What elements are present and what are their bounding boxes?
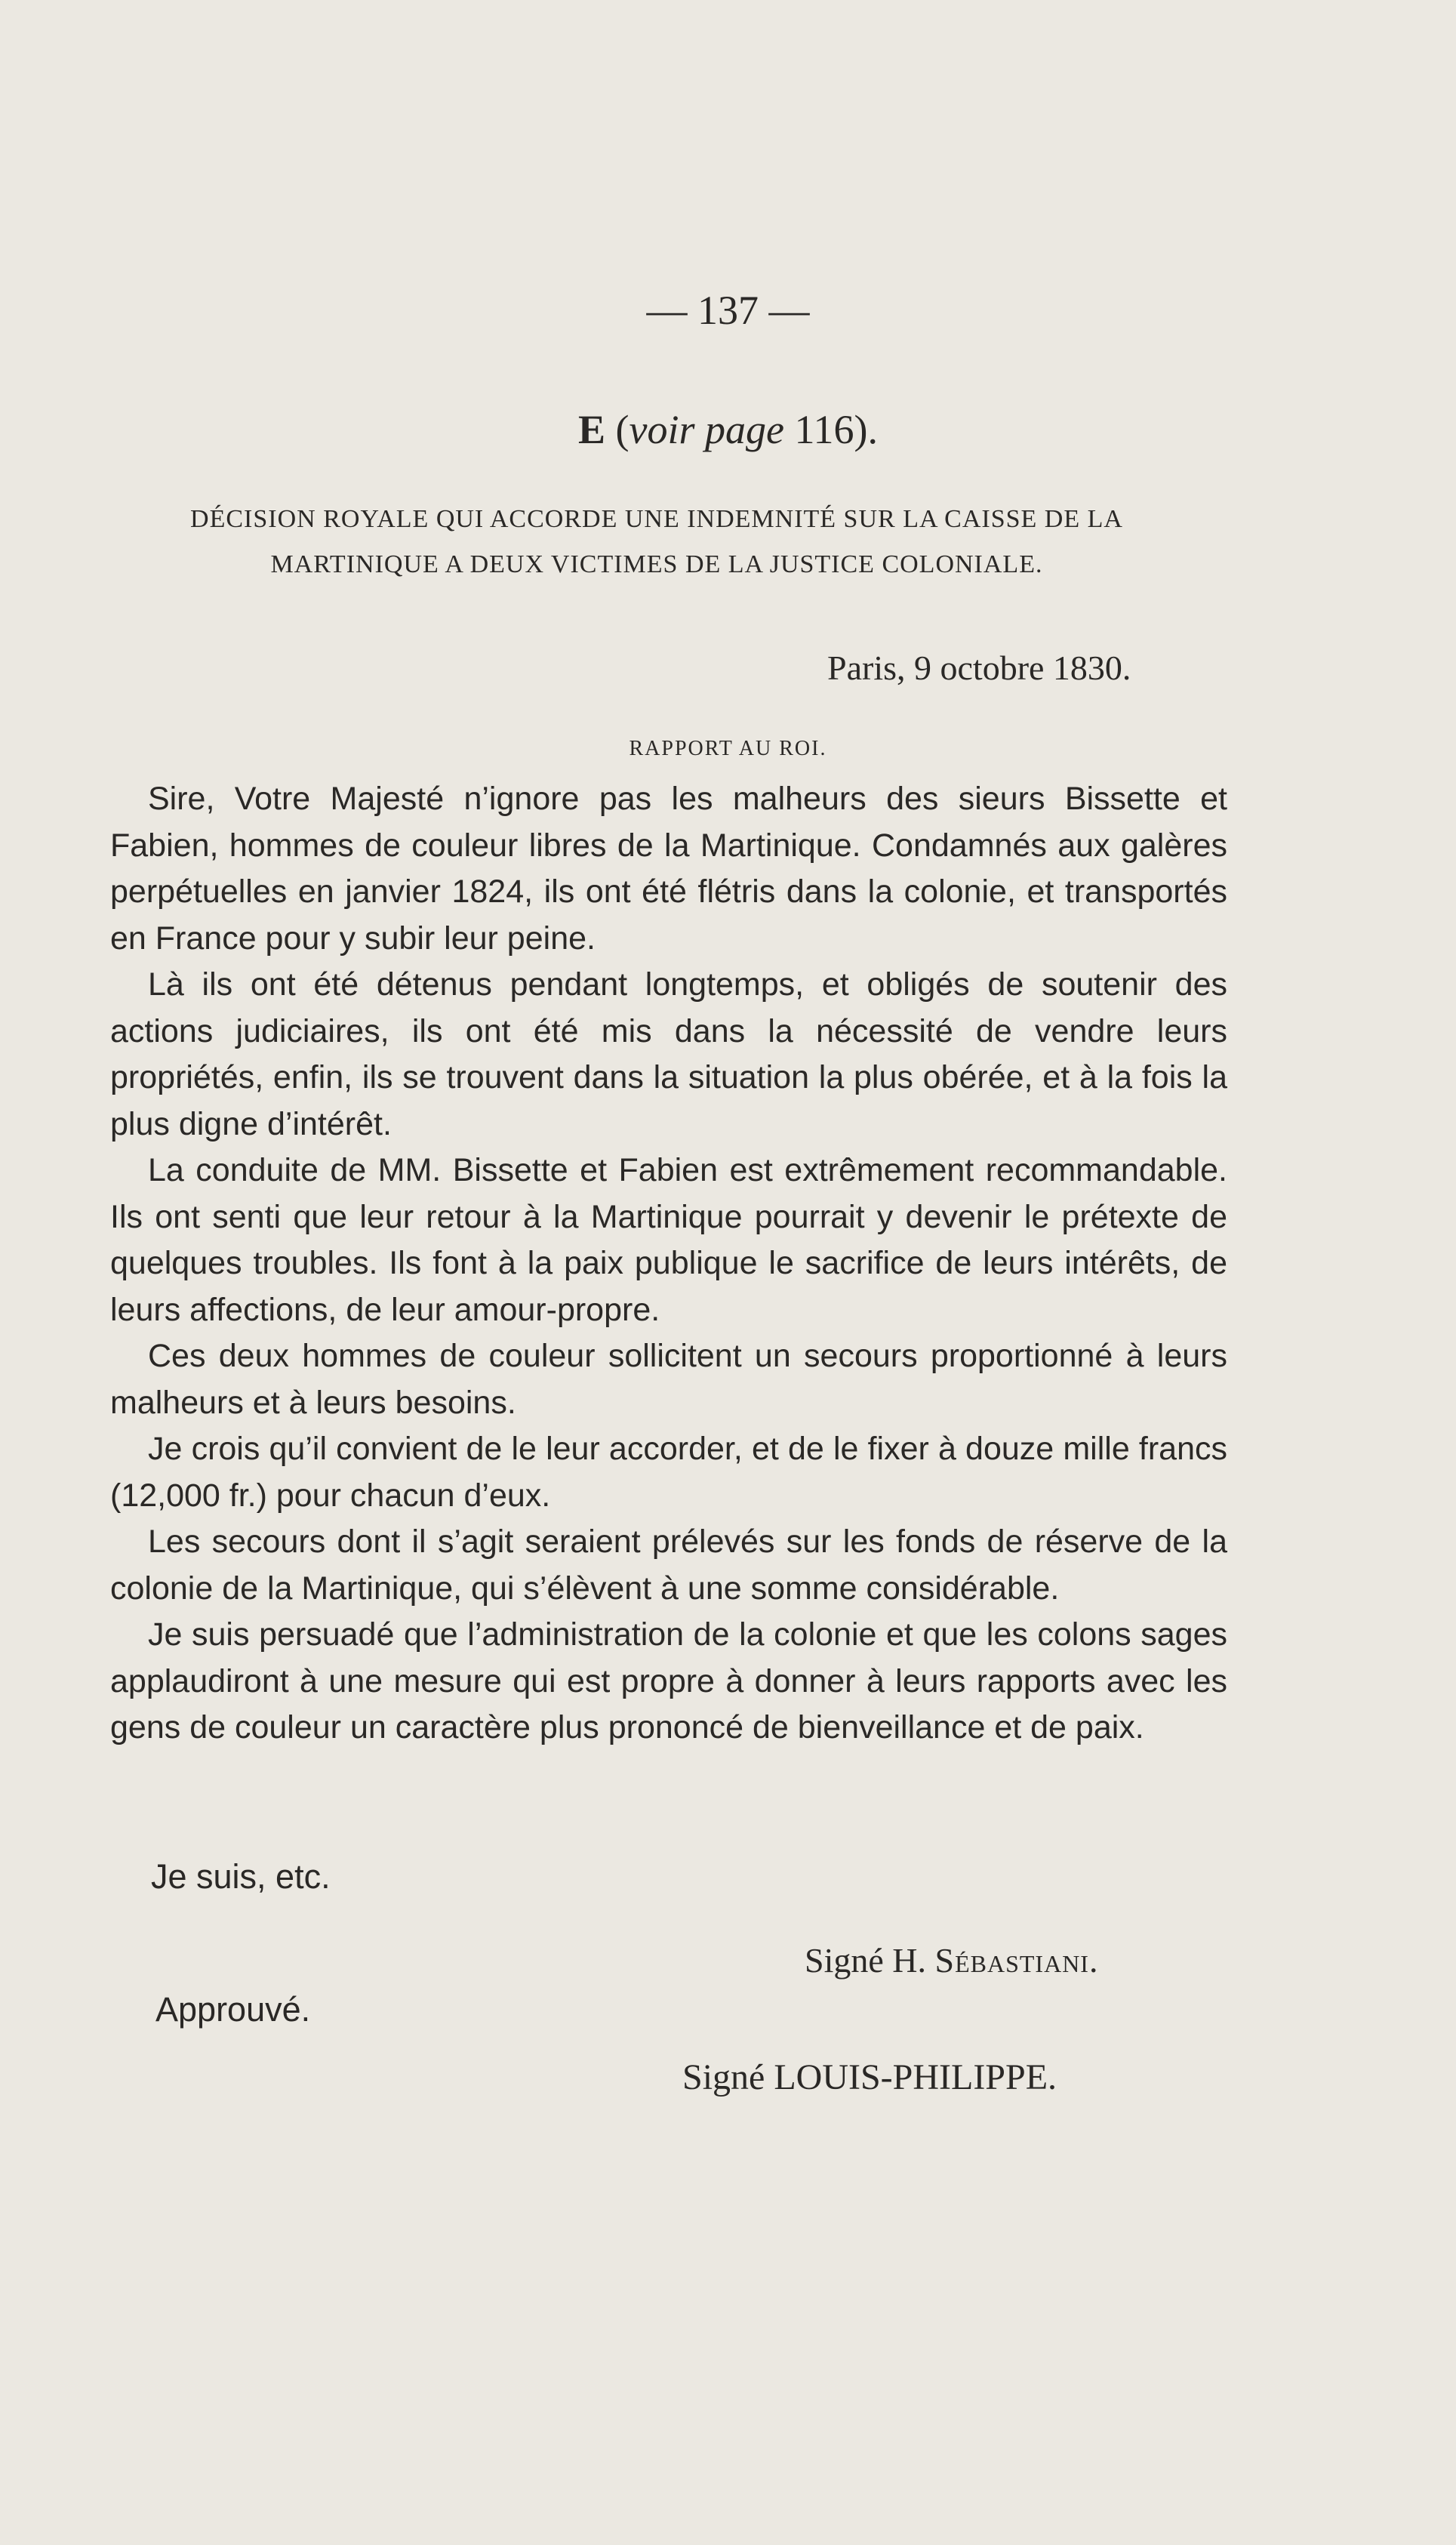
- report-body: [110, 776, 1227, 1752]
- annex-reference-text: voir page: [629, 407, 784, 452]
- annex-letter: E: [578, 407, 606, 452]
- document-title: DÉCISION ROYALE QUI ACCORDE UNE INDEMNITÉ SUR LA CAISSE DE LA MARTINIQUE A DEUX VICTIMES DE LA JUSTICE COLONIALE.: [190, 505, 1123, 578]
- paragraph: Je suis persuadé que l’administration de la colonie et que les colons sages applaudiront à une mesure qui est propre à donner à leurs rapports avec les gens de couleur un caractère plus prononcé de bienveillance et de paix.: [110, 1616, 1227, 1745]
- paragraph: Là ils ont été détenus pendant longtemps, et obligés de soutenir des actions judiciaires, ils ont été mis dans la nécessité de vendre leurs propriétés, enfin, ils se trouvent dans la situation la plus obérée, et à la fois la plus digne d’intérêt.: [110, 966, 1227, 1142]
- annex-open-paren: (: [615, 407, 629, 452]
- page-number: — 137 —: [646, 288, 810, 333]
- signature-king: Signé LOUIS-PHILIPPE.: [682, 2057, 1057, 2097]
- place-date: Paris, 9 octobre 1830.: [827, 649, 1131, 687]
- signature-minister-prefix: Signé H.: [805, 1941, 935, 1980]
- annex-header: [0, 406, 1456, 453]
- signature-minister-name: Sébastiani.: [934, 1941, 1099, 1980]
- paragraph: La conduite de MM. Bissette et Fabien est extrêmement recommandable. Ils ont senti que leur retour à la Martinique pourrait y devenir le prétexte de quelques troubles. Ils font à la paix publique le sacrifice de leurs intérêts, de leurs affections, de leur amour-propre.: [110, 1152, 1227, 1328]
- signature-minister: [805, 1940, 1098, 1980]
- annex-reference-page: 116: [794, 407, 854, 452]
- paragraph: Je crois qu’il convient de le leur accorder, et de le fixer à douze mille francs (12,000 fr.) pour chacun d’eux.: [110, 1431, 1227, 1514]
- report-heading: RAPPORT AU ROI.: [629, 737, 827, 760]
- annex-close-paren: ).: [854, 407, 878, 452]
- paragraph: Sire, Votre Majesté n’ignore pas les malheurs des sieurs Bissette et Fabien, hommes de couleur libres de la Martinique. Condamnés aux galères perpétuelles en janvier 1824, ils ont été flétris dans la colonie, et transportés en France pour y subir leur peine.: [110, 781, 1227, 957]
- closing-formula: Je suis, etc.: [151, 1857, 331, 1896]
- paragraph: Ces deux hommes de couleur sollicitent un secours proportionné à leurs malheurs et à leurs besoins.: [110, 1338, 1227, 1421]
- approval-note: Approuvé.: [155, 1990, 311, 2029]
- paragraph: Les secours dont il s’agit seraient prélevés sur les fonds de réserve de la colonie de la Martinique, qui s’élèvent à une somme considérable.: [110, 1524, 1227, 1607]
